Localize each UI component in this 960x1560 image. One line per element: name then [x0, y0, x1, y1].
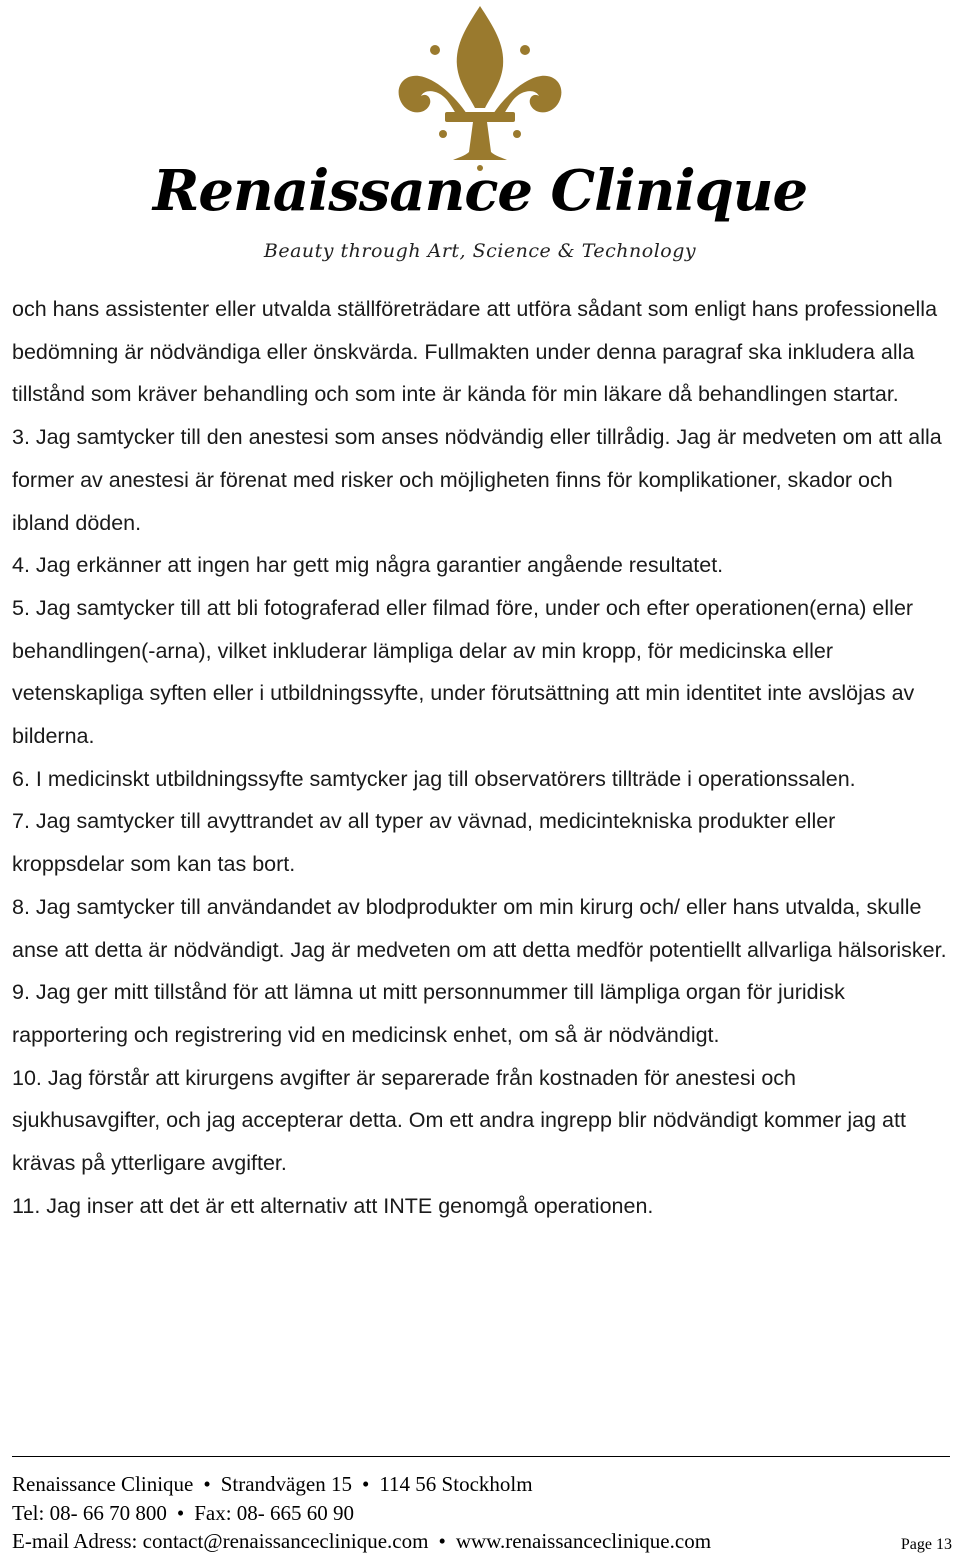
brand-name: Renaissance Clinique: [152, 158, 808, 224]
letterhead: [0, 0, 960, 285]
footer-clinic-name: Renaissance Clinique: [12, 1472, 194, 1496]
footer-postal: 114 56 Stockholm: [379, 1472, 533, 1496]
brand-tagline: Beauty through Art, Science & Technology: [263, 240, 697, 262]
consent-clause-4: 4. Jag erkänner att ingen har gett mig några garantier angående resultatet.: [12, 553, 724, 578]
bullet-icon: •: [438, 1529, 446, 1553]
footer-divider: [12, 1456, 950, 1457]
footer-contact-line: [12, 1527, 952, 1556]
consent-clause-6: 6. I medicinskt utbildningssyfte samtycker jag till observatörers tillträde i operationssalen.: [12, 766, 856, 791]
footer-street: Strandvägen 15: [220, 1472, 352, 1496]
consent-clause-9: 9. Jag ger mitt tillstånd för att lämna ut mitt personnummer till lämpliga organ för juridisk rapportering och registrering vid en medicinsk enhet, om så är nödvändigt.: [12, 980, 845, 1047]
footer-website: www.renaissanceclinique.com: [455, 1529, 712, 1553]
footer-email: E-mail Adress: contact@renaissanceclinique.com: [12, 1529, 429, 1553]
page-number: Page 13: [900, 1536, 952, 1553]
consent-clause-3: 3. Jag samtycker till den anestesi som anses nödvändig eller tillrådig. Jag är medveten om att alla former av anestesi är förenat med risker och möjligheten finns för komplikationer, skador och ibland döden.: [12, 425, 942, 535]
consent-clause-5: 5. Jag samtycker till att bli fotograferad eller filmad före, under och efter operationen(erna) eller behandlingen(-arna), vilket inkluderar lämpliga delar av min kropp, för medicinska eller vetenskapliga syften eller i utbildningssyfte, under förutsättning att min identitet inte avslöjas av bilderna.: [12, 595, 915, 749]
bullet-icon: •: [176, 1500, 185, 1525]
footer-fax: Fax: 08- 665 60 90: [194, 1500, 355, 1525]
consent-text: [12, 288, 947, 1227]
paragraph-continuation: och hans assistenter eller utvalda ställföreträdare att utföra sådant som enligt hans professionella bedömning är nödvändiga eller önskvärda. Fullmakten under denna paragraf ska inkludera alla tillstånd som kräver behandling och som inte är kända för min läkare då behandlingen startar.: [12, 297, 938, 407]
consent-clause-7: 7. Jag samtycker till avyttrandet av all typer av vävnad, medicintekniska produkter eller kroppsdelar som kan tas bort.: [12, 809, 836, 877]
consent-clause-10: 10. Jag förstår att kirurgens avgifter är separerade från kostnaden för anestesi och sjukhusavgifter, och jag accepterar detta. Om ett andra ingrepp blir nödvändigt kommer jag att krävas på ytterligare avgifter.: [12, 1065, 906, 1176]
consent-clause-8: 8. Jag samtycker till användandet av blodprodukter om min kirurg och/ eller hans utvalda, skulle anse att detta är nödvändigt. Jag är medveten om att detta medför potentiellt allvarliga hälsorisker.: [12, 894, 947, 962]
footer-phone-line: [12, 1499, 952, 1528]
footer-address-line: [12, 1470, 952, 1499]
consent-clause-11: 11. Jag inser att det är ett alternativ att INTE genomgå operationen.: [12, 1193, 654, 1218]
bullet-icon: •: [361, 1472, 370, 1496]
page-footer: [12, 1470, 952, 1556]
fleur-de-lis-icon: [395, 4, 565, 172]
bullet-icon: •: [203, 1472, 211, 1496]
footer-tel: Tel: 08- 66 70 800: [12, 1500, 167, 1525]
